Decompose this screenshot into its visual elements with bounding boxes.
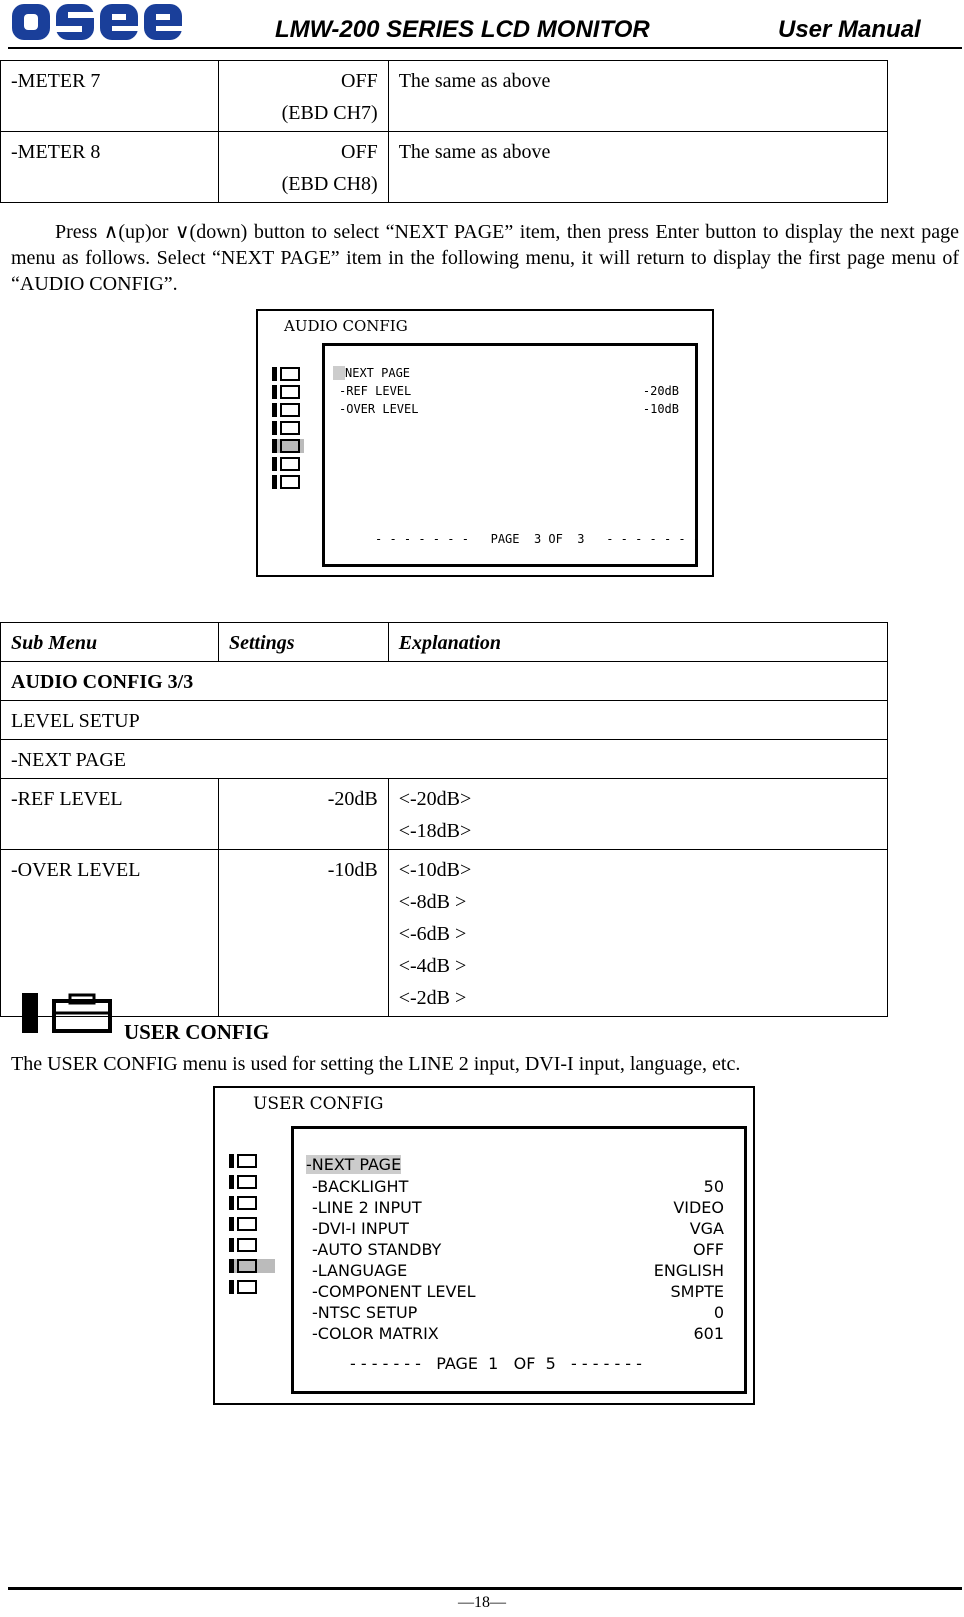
- setting-cell: OFF (EBD CH8): [218, 132, 388, 203]
- osd-menu-item: -NEXT PAGE: [306, 1155, 402, 1174]
- table-row: [1, 701, 888, 740]
- osd-menu-panel: [322, 343, 701, 567]
- osd-page-footer: - - - - - - - PAGE 1 OF 5 - - - - - - -: [350, 1354, 642, 1373]
- footer-rule: [8, 1587, 962, 1590]
- column-header: Explanation: [388, 623, 887, 662]
- audio-config-table: [0, 622, 888, 1017]
- sub-menu-cell: -METER 8: [1, 132, 219, 203]
- table-row: [1, 779, 888, 850]
- table-row: [1, 132, 888, 203]
- menu-list-icon: [272, 367, 304, 381]
- column-header: Sub Menu: [1, 623, 219, 662]
- next-page-cell: -NEXT PAGE: [1, 740, 888, 779]
- table-row: [1, 850, 888, 1017]
- document-title: LMW-200 SERIES LCD MONITOR: [275, 16, 650, 43]
- section-intro: The USER CONFIG menu is used for setting the LINE 2 input, DVI-I input, language, etc.: [11, 1053, 741, 1075]
- setting-cell: OFF (EBD CH7): [218, 61, 388, 132]
- osd-icon-column: [272, 367, 304, 493]
- osd-menu-item: -BACKLIGHT 50: [312, 1177, 724, 1196]
- toolbox-icon: [272, 457, 304, 471]
- sub-menu-cell: -REF LEVEL: [1, 779, 219, 850]
- explanation-cell: <-10dB> <-8dB > <-6dB > <-4dB > <-2dB >: [388, 850, 887, 1017]
- manual-label: User Manual: [778, 16, 921, 43]
- osd-menu-item: -LANGUAGE ENGLISH: [312, 1261, 724, 1280]
- explanation-cell: The same as above: [388, 61, 887, 132]
- sub-menu-cell: -OVER LEVEL: [1, 850, 219, 1017]
- osd-menu-item: -LINE 2 INPUT VIDEO: [312, 1198, 724, 1217]
- person-icon: [229, 1217, 261, 1231]
- osd-title: USER CONFIG: [253, 1094, 384, 1114]
- osd-menu-item: NEXT PAGE: [333, 366, 683, 380]
- osd-menu-item: -REF LEVEL -20dB: [339, 384, 679, 398]
- table-row: [1, 61, 888, 132]
- meter-table: [0, 60, 888, 203]
- osd-menu-item: -OVER LEVEL -10dB: [339, 402, 679, 416]
- user-config-osd: [213, 1086, 755, 1405]
- table-row: [1, 662, 888, 701]
- speaker-icon: [272, 439, 304, 453]
- osd-menu-item: -NTSC SETUP 0: [312, 1303, 724, 1322]
- person-icon: [272, 421, 304, 435]
- table-row: [1, 740, 888, 779]
- explanation-cell: The same as above: [388, 132, 887, 203]
- osd-page-footer: - - - - - - - PAGE 3 OF 3 - - - - - - -: [375, 532, 701, 546]
- picture-dots-icon: [229, 1175, 261, 1189]
- osd-menu-item: -DVI-I INPUT VGA: [312, 1219, 724, 1238]
- instruction-paragraph: Press ∧(up)or ∨(down) button to select “NEXT PAGE” item, then press Enter button to display the next page menu as follows. Select “NEXT PAGE” item in the following menu, it will return to display the first page menu of “AUDIO CONFIG”.: [11, 221, 959, 295]
- film-icon: [272, 403, 304, 417]
- table-header-row: [1, 623, 888, 662]
- toolbox-icon: [22, 993, 114, 1035]
- minus-box-icon: [272, 475, 304, 489]
- explanation-cell: <-20dB> <-18dB>: [388, 779, 887, 850]
- minus-box-icon: [229, 1280, 261, 1294]
- sub-menu-cell: -METER 7: [1, 61, 219, 132]
- osd-menu-item: -AUTO STANDBY OFF: [312, 1240, 724, 1259]
- audio-config-osd: [256, 309, 714, 577]
- menu-list-icon: [229, 1154, 261, 1168]
- column-header: Settings: [218, 623, 388, 662]
- toolbox-icon: [229, 1259, 275, 1273]
- osd-menu-item: -COLOR MATRIX 601: [312, 1324, 724, 1343]
- header-rule: [8, 47, 962, 49]
- osd-menu-panel: [291, 1126, 747, 1394]
- setting-cell: -10dB: [218, 850, 388, 1017]
- setting-cell: -20dB: [218, 779, 388, 850]
- picture-dots-icon: [272, 385, 304, 399]
- speaker-icon: [229, 1238, 261, 1252]
- osd-menu-item: -COMPONENT LEVEL SMPTE: [312, 1282, 724, 1301]
- section-cell: AUDIO CONFIG 3/3: [1, 662, 888, 701]
- osee-logo: [10, 2, 185, 42]
- section-title: USER CONFIG: [124, 1020, 270, 1044]
- film-icon: [229, 1196, 261, 1210]
- osd-icon-column: [229, 1154, 275, 1298]
- group-cell: LEVEL SETUP: [1, 701, 888, 740]
- page-number: —18—: [458, 1594, 506, 1611]
- osd-title: AUDIO CONFIG: [284, 317, 408, 335]
